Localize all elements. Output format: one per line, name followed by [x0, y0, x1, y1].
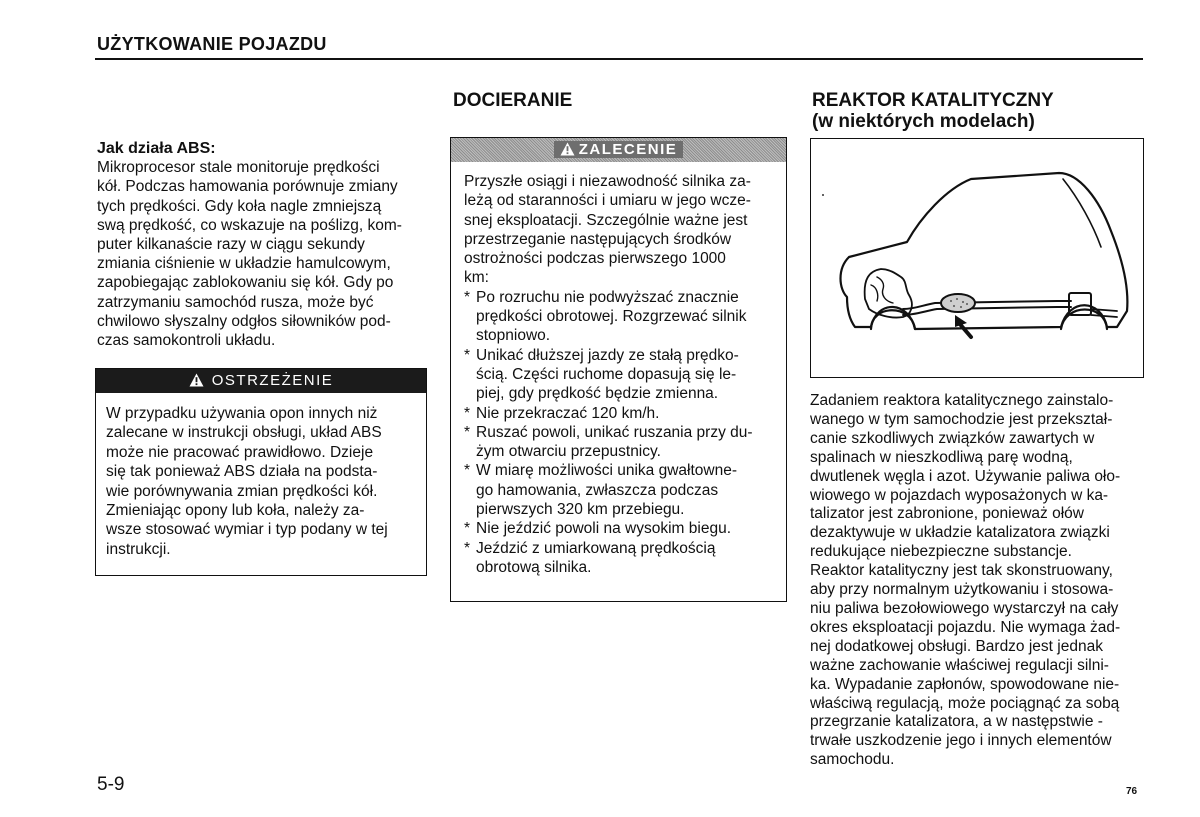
text-line: okres eksploatacji pojazdu. Nie wymaga żad-: [810, 618, 1121, 636]
text-line: Zmieniając opony lub koła, należy za-: [106, 502, 365, 520]
warning-label: OSTRZEŻENIE: [211, 372, 334, 389]
text-line: go hamowania, zwłaszcza podczas: [476, 481, 719, 499]
text-line: może nie pracować prawidłowo. Dzieje: [106, 443, 374, 461]
page-number: 5-9: [97, 774, 125, 795]
text-line: wiowego w pojazdach wyposażonych w ka-: [810, 486, 1109, 504]
warning-header: [96, 369, 426, 393]
text-line: Po rozruchu nie podwyższać znacznie: [476, 288, 739, 306]
text-line: zalecane w instrukcji obsługi, układ ABS: [106, 424, 382, 442]
text-line: Jeździć z umiarkowaną prędkością: [476, 539, 716, 557]
warning-box: [95, 368, 427, 576]
text-line: prędkości obrotowej. Rozgrzewać silnik: [476, 308, 747, 326]
text-line: dwutlenek węgla i azot. Używanie paliwa oło-: [810, 467, 1121, 485]
text-line: nej dodatkowej obsługi. Bardzo jest jednak: [810, 637, 1103, 655]
docieranie-title: DOCIERANIE: [453, 90, 573, 111]
catalyst-title-line1: REAKTOR KATALITYCZNY: [812, 90, 1054, 111]
catalyst-illustration: [810, 138, 1144, 378]
text-line: snej eksploatacji. Szczególnie ważne jest: [464, 211, 748, 229]
text-line: wie porównywania zmian prędkości kół.: [106, 482, 378, 500]
text-line: leżą od staranności i umiaru w jego wcze-: [464, 192, 751, 210]
text-line: pierwszych 320 km przebiegu.: [476, 501, 685, 519]
warning-text: [96, 393, 426, 559]
text-line: Nie jeździć powoli na wysokim biegu.: [476, 520, 732, 538]
text-line: spalinach w nieszkodliwą parę wodną,: [810, 448, 1073, 466]
text-line: ważne zachowanie właściwej regulacji silni-: [810, 656, 1109, 674]
text-line: zatrzymaniu samochód rusza, może być: [97, 293, 374, 311]
list-item: [464, 404, 776, 423]
bullet-marker: *: [464, 346, 471, 364]
list-item-text: [476, 519, 731, 538]
text-line: km:: [464, 269, 489, 287]
text-line: samochodu.: [810, 751, 895, 769]
rear-window: [1063, 179, 1101, 247]
text-line: canie szkodliwych związków zawartych w: [810, 429, 1095, 447]
text-line: Unikać dłuższej jazdy ze stałą prędko-: [476, 346, 739, 364]
text-line: ścią. Części ruchome dopasują się le-: [476, 365, 737, 383]
text-line: właściwą regulacją, może pociągnąć za sobą: [810, 694, 1120, 712]
abs-section: [97, 139, 431, 350]
page-counter: 76: [1126, 786, 1138, 797]
text-line: zapobiegając zablokowaniu się kół. Gdy po: [97, 274, 394, 292]
car-catalyst-diagram: [811, 139, 1142, 376]
abs-heading: Jak działa ABS:: [97, 140, 216, 157]
text-line: redukujące niebezpieczne substancje.: [810, 543, 1072, 561]
recommendation-label: ZALECENIE: [578, 141, 678, 158]
list-item: [464, 423, 776, 462]
text-line: ka. Wypadanie zapłonów, spowodowane nie-: [810, 675, 1120, 693]
text-line: W miarę możliwości unika gwałtowne-: [476, 462, 737, 480]
text-line: przegrzanie katalizatora, a w następstwie -: [810, 713, 1103, 731]
text-line: czas samokontroli układu.: [97, 332, 276, 350]
catalyst-title: [812, 90, 1054, 132]
list-item-text: [476, 288, 747, 346]
text-line: piej, gdy prędkość będzie zmienna.: [476, 385, 719, 403]
text-line: aby przy normalnym użytkowaniu i stosowa-: [810, 581, 1114, 599]
list-item-text: [476, 539, 716, 578]
text-line: Przyszłe osiągi i niezawodność silnika za-: [464, 173, 751, 190]
text-line: Reaktor katalityczny jest tak skonstruowany,: [810, 562, 1113, 580]
tailpipe: [1091, 309, 1117, 317]
text-line: przestrzeganie następujących środków: [464, 230, 732, 248]
list-item-text: [476, 423, 753, 462]
list-item-text: [476, 404, 660, 423]
bullet-marker: *: [464, 539, 471, 557]
section-title: UŻYTKOWANIE POJAZDU: [97, 34, 327, 54]
car-body-outline: [841, 173, 1128, 329]
text-line: wsze stosować wymiar i typ podany w tej: [106, 521, 388, 539]
list-item: [464, 288, 776, 346]
recommendation-header: [451, 138, 786, 162]
text-line: obrotową silnika.: [476, 558, 592, 576]
catalyst-title-line2: (w niektórych modelach): [812, 111, 1035, 132]
text-line: W przypadku używania opon innych niż: [106, 405, 378, 422]
text-line: swą prędkość, co wskazuje na poślizg, kom-: [97, 216, 402, 234]
recommendation-intro: [464, 172, 776, 288]
list-item-text: [476, 346, 739, 404]
recommendation-box: [450, 137, 787, 602]
text-line: trwałe uszkodzenie jego i innych elementów: [810, 732, 1112, 750]
abs-description: [97, 158, 431, 350]
text-line: ostrożności podczas pierwszego 1000: [464, 250, 726, 268]
catalytic-converter: [941, 294, 975, 312]
bullet-marker: *: [464, 423, 471, 441]
text-line: kół. Podczas hamowania porównuje zmiany: [97, 178, 398, 196]
text-line: Zadaniem reaktora katalitycznego zainstalo-: [810, 392, 1114, 409]
warning-triangle-icon: [560, 142, 575, 156]
bullet-marker: *: [464, 462, 471, 480]
header-rule: [95, 58, 1143, 60]
pointer-arrow-icon: [955, 315, 971, 337]
list-item-text: [476, 461, 737, 519]
text-line: zmiania ciśnienie w układzie hamulcowym,: [97, 255, 391, 273]
bullet-marker: *: [464, 520, 471, 538]
list-item: [464, 539, 776, 578]
text-line: żym otwarciu przepustnicy.: [476, 443, 661, 461]
list-item: [464, 519, 776, 538]
text-line: stopniowo.: [476, 327, 551, 345]
text-line: Ruszać powoli, unikać ruszania przy du-: [476, 423, 753, 441]
recommendation-body: [451, 162, 786, 577]
text-line: dezaktywuje w układzie katalizatora związki: [810, 524, 1110, 542]
text-line: tych prędkości. Gdy koła nagle zmniejszą: [97, 197, 382, 215]
text-line: instrukcji.: [106, 540, 171, 558]
text-line: niu paliwa bezołowiowego wystarczył na cały: [810, 599, 1119, 617]
text-line: Nie przekraczać 120 km/h.: [476, 404, 660, 422]
warning-triangle-icon: [189, 373, 204, 387]
text-line: Mikroprocesor stale monitoruje prędkości: [97, 159, 380, 177]
bullet-marker: *: [464, 404, 471, 422]
text-line: wanego w tym samochodzie jest przekształ-: [810, 410, 1113, 428]
text-line: talizator jest zabronione, ponieważ ołów: [810, 505, 1084, 523]
catalyst-text: [810, 392, 1146, 770]
list-item: [464, 346, 776, 404]
list-item: [464, 461, 776, 519]
text-line: puter kilkanaście razy w ciągu sekundy: [97, 236, 365, 254]
bullet-marker: *: [464, 288, 471, 306]
text-line: chwilowo słyszalny odgłos siłowników pod-: [97, 312, 391, 330]
text-line: się tak ponieważ ABS działa na podsta-: [106, 463, 378, 481]
recommendation-list: [464, 288, 776, 577]
